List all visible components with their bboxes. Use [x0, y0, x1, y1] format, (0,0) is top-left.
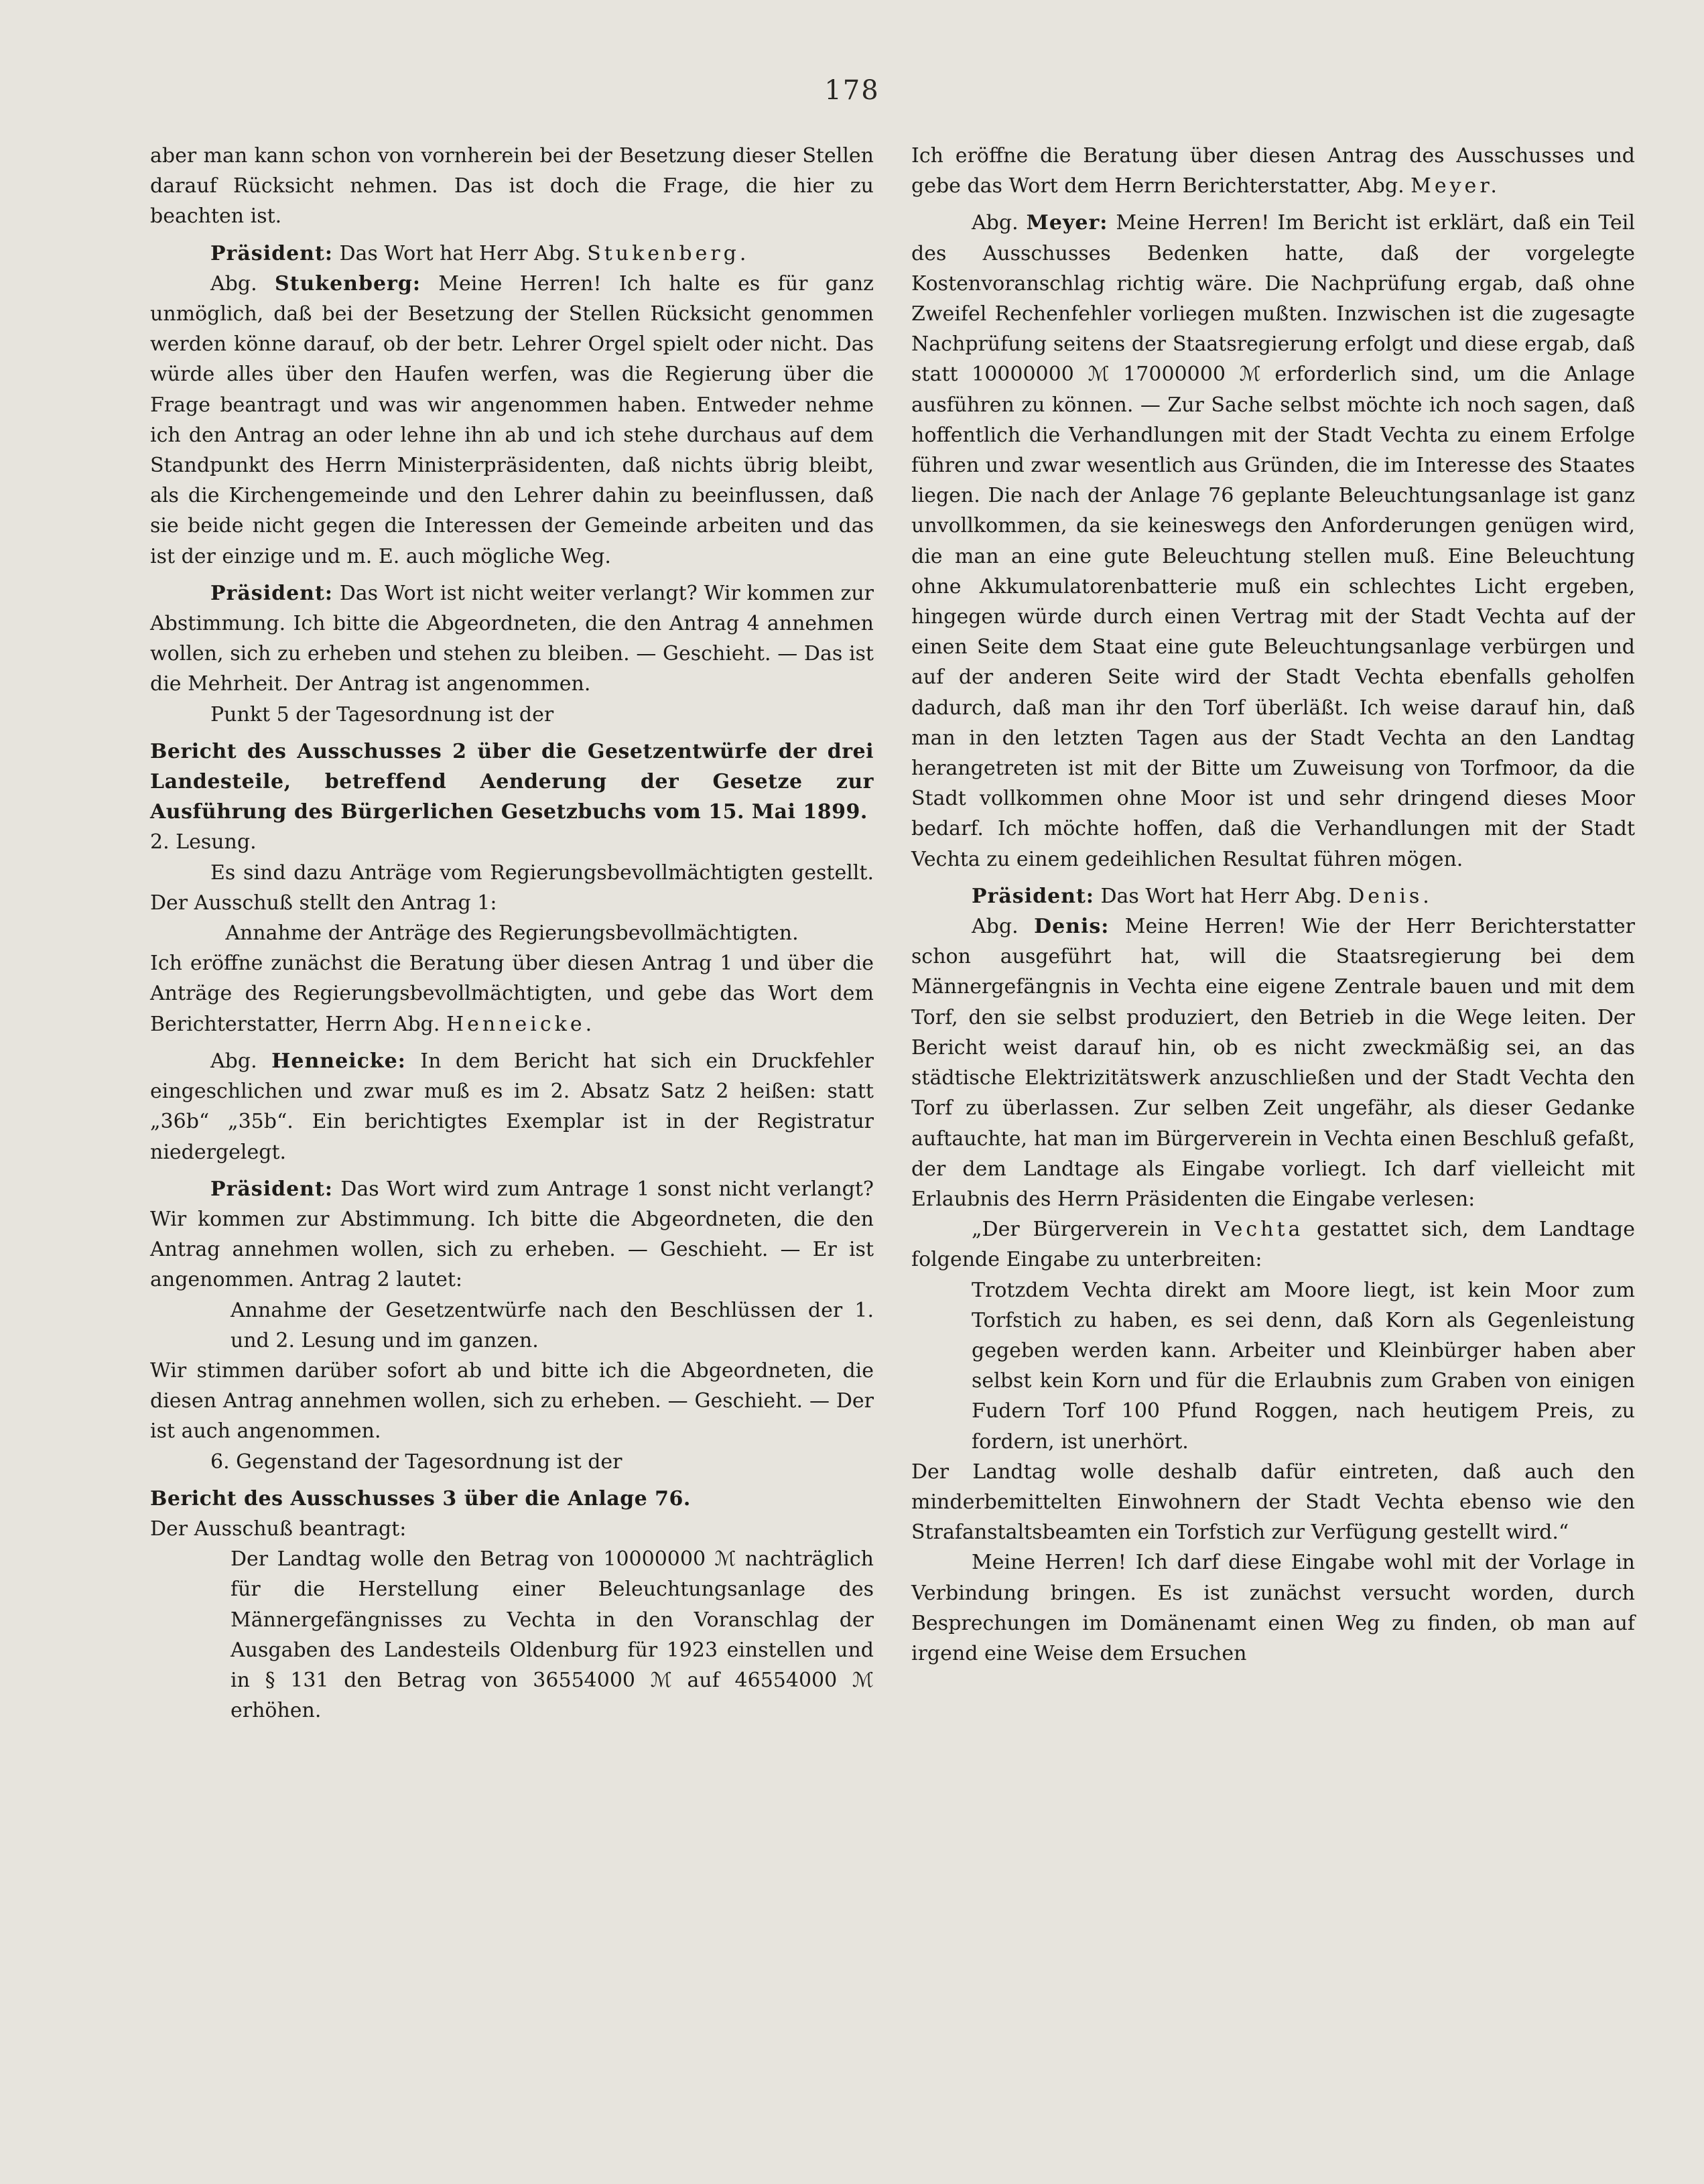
- paragraph: 6. Gegenstand der Tagesordnung ist der: [210, 1450, 622, 1474]
- paragraph: [150, 578, 874, 700]
- paragraph: [150, 1174, 874, 1295]
- speech-text: Das Wort wird zum Antrage 1 sonst nicht verlangt? Wir kommen zur Abstimmung. Ich bitte die Abgeordneten, die den Antrag annehmen wollen, sich zu erheben. — Geschieht. — Er ist angenommen. Antrag 2 lautet:: [150, 1177, 874, 1292]
- petition-text: „Der Bürgerverein in: [972, 1218, 1215, 1242]
- paragraph: [150, 948, 874, 1039]
- paragraph: Meine Herren! Ich darf diese Eingabe wohl mit der Vorlage in Verbindung bringen. Es ist zunächst versucht worden, durch Besprechungen im Domänenamt einen Weg zu finden, ob man auf irgend eine Weise dem Ersuchen: [911, 1551, 1635, 1665]
- paragraph: [150, 269, 874, 572]
- speech-text: In dem Bericht hat sich ein Druckfehler eingeschlichen und zwar muß es im 2. Absatz Satz 2 heißen: statt „36b“ „35b“. Ein berichtigtes Exemplar ist in der Registratur niedergelegt.: [150, 1049, 874, 1164]
- paragraph: [150, 239, 874, 269]
- paragraph: Punkt 5 der Tagesordnung ist der: [210, 702, 554, 726]
- speaker-name: Präsident:: [210, 581, 333, 605]
- left-column: [150, 141, 874, 1726]
- paragraph: [150, 1046, 874, 1167]
- paragraph: 2. Lesung.: [150, 830, 257, 854]
- paragraph: Wir stimmen darüber sofort ab und bitte ich die Abgeordneten, die diesen Antrag annehmen wollen, sich zu erheben. — Geschieht. — Der ist auch angenommen.: [150, 1358, 874, 1443]
- speech-text: Meine Herren! Wie der Herr Berichterstatter schon ausgeführt hat, will die Staatsregierung bei dem Männergefängnis in Vechta eine eigene Zentrale bauen und mit dem Torf, den sie selbst produziert, den Betrieb in die Wege leiten. Der Bericht weist darauf hin, ob es nicht zweckmäßig sei, an das städtische Elektrizitätswerk anzuschließen und der Stadt Vechta den Torf zu überlassen. Zur selben Zeit ungefähr, als dieser Gedanke auftauchte, hat man im Bürgerverein in Vechta einen Beschluß gefaßt, der dem Landtage als Eingabe vorliegt. Ich darf vielleicht mit Erlaubnis des Herrn Präsidenten die Eingabe verlesen:: [911, 915, 1635, 1211]
- report-title: Bericht des Ausschusses 3 über die Anlage 76.: [150, 1486, 691, 1511]
- title-prefix: Abg.: [972, 915, 1035, 939]
- motion-quote: Annahme der Gesetzentwürfe nach den Beschlüssen der 1. und 2. Lesung und im ganzen.: [231, 1298, 874, 1352]
- paragraph: [911, 911, 1635, 1214]
- person-name: Stukenberg.: [587, 241, 750, 265]
- speaker-name: Henneicke:: [271, 1049, 406, 1073]
- title-prefix: Abg.: [972, 211, 1027, 235]
- right-column: [911, 141, 1635, 1726]
- speaker-name: Präsident:: [972, 884, 1094, 908]
- petition-body: Trotzdem Vechta direkt am Moore liegt, ist kein Moor zum Torfstich zu haben, es sei denn, daß Korn als Gegenleistung gegeben werden kann. Arbeiter und Kleinbürger haben aber selbst kein Korn und für die Erlaubnis zum Graben von einigen Fudern Torf 100 Pfund Roggen, nach heutigem Preis, zu fordern, ist unerhört.: [972, 1278, 1635, 1454]
- paragraph-text: Ich eröffne zunächst die Beratung über diesen Antrag 1 und über die Anträge des Regierungsbevollmächtigten, und gebe das Wort dem Berichterstatter, Herrn Abg.: [150, 952, 874, 1036]
- paragraph: [911, 141, 1635, 201]
- motion-quote: Der Landtag wolle den Betrag von 10000000 ℳ nachträglich für die Herstellung einer Beleuchtungsanlage des Männergefängnisses zu Vechta in den Voranschlag der Ausgaben des Landesteils Oldenburg für 1923 einstellen und in § 131 den Betrag von 36554000 ℳ auf 46554000 ℳ erhöhen.: [231, 1547, 874, 1723]
- speaker-name: Präsident:: [210, 241, 333, 265]
- paragraph: Es sind dazu Anträge vom Regierungsbevollmächtigten gestellt. Der Ausschuß stellt den Antrag 1:: [150, 860, 874, 915]
- page-number: 178: [824, 75, 880, 106]
- speech-text: Das Wort hat Herr Abg.: [332, 241, 588, 265]
- report-title: Bericht des Ausschusses 2 über die Gesetzentwürfe der drei Landesteile, betreffend Aenderung der Gesetze zur Ausführung des Bürgerlichen Gesetzbuchs vom 15. Mai 1899.: [150, 739, 874, 824]
- text-columns: [150, 141, 1635, 1726]
- title-prefix: Abg.: [210, 1049, 272, 1073]
- paragraph: [911, 881, 1635, 911]
- motion-quote: Annahme der Anträge des Regierungsbevollmächtigten.: [225, 921, 799, 946]
- petition-text: gestattet sich, dem Landtage folgende Eingabe zu unterbreiten:: [911, 1218, 1635, 1272]
- speaker-name: Stukenberg:: [274, 271, 421, 296]
- speech-text: Meine Herren! Ich halte es für ganz unmöglich, daß bei der Besetzung der Stellen Rücksicht genommen werden könne darauf, ob der betr. Lehrer Orgel spielt oder nicht. Das würde alles über den Haufen werfen, was die Regierung über die Frage beantragt und was wir angenommen haben. Entweder nehme ich den Antrag an oder lehne ihn ab und ich stehe durchaus auf dem Standpunkt des Herrn Ministerpräsidenten, daß nichts übrig bleibt, als die Kirchengemeinde und den Lehrer dahin zu beeinflussen, daß sie beide nicht gegen die Interessen der Gemeinde arbeiten und das ist der einzige und m. E. auch mögliche Weg.: [150, 271, 874, 568]
- speaker-name: Denis:: [1034, 915, 1110, 939]
- person-name: Henneicke.: [446, 1012, 596, 1036]
- person-name: Denis.: [1348, 884, 1433, 908]
- paragraph-text: Ich eröffne die Beratung über diesen Antrag des Ausschusses und gebe das Wort dem Herrn Berichterstatter, Abg.: [911, 144, 1635, 198]
- petition-opening: [911, 1214, 1635, 1275]
- person-name: Meyer.: [1411, 174, 1500, 198]
- petition-request: Der Landtag wolle deshalb dafür eintreten, daß auch den minderbemittelten Einwohnern der Stadt Vechta ebenso wie den Strafanstaltsbeamten ein Torfstich zur Verfügung gestellt wird.“: [911, 1460, 1635, 1545]
- speaker-name: Meyer:: [1026, 211, 1108, 235]
- speaker-name: Präsident:: [210, 1177, 333, 1201]
- speech-text: Meine Herren! Im Bericht ist erklärt, daß ein Teil des Ausschusses Bedenken hatte, daß der vorgelegte Kostenvoranschlag richtig wäre. Die Nachprüfung ergab, daß ohne Zweifel Rechenfehler vorliegen mußten. Inzwischen ist die zugesagte Nachprüfung seitens der Staatsregierung erfolgt und diese ergab, daß statt 10000000 ℳ 17000000 ℳ erforderlich sind, um die Anlage ausführen zu können. — Zur Sache selbst möchte ich noch sagen, daß hoffentlich die Verhandlungen mit der Stadt Vechta zu einem Erfolge führen und zwar wesentlich aus Gründen, die im Interesse des Staates liegen. Die nach der Anlage 76 geplante Beleuchtungsanlage ist ganz unvollkommen, da sie keineswegs den Anforderungen genügen wird, die man an eine gute Beleuchtung stellen muß. Eine Beleuchtung ohne Akkumulatorenbatterie muß ein schlechtes Licht ergeben, hingegen würde durch einen Vertrag mit der Stadt Vechta auf der einen Seite dem Staat eine gute Beleuchtungsanlage verbürgen und auf der anderen Seite wird der Stadt Vechta ebenfalls geholfen dadurch, daß man ihr den Torf überläßt. Ich weise darauf hin, daß man in den letzten Tagen aus der Stadt Vechta an den Landtag herangetreten ist mit der Bitte um Zuweisung von Torfmoor, da die Stadt vollkommen ohne Moor ist und sehr dringend dieses Moor bedarf. Ich möchte hoffen, daß die Verhandlungen mit der Stadt Vechta zu einem gedeihlichen Resultat führen mögen.: [911, 211, 1635, 871]
- paragraph: Der Ausschuß beantragt:: [150, 1517, 407, 1541]
- speech-text: Das Wort hat Herr Abg.: [1094, 884, 1349, 908]
- city-name: Vechta: [1214, 1218, 1304, 1242]
- speech-text: Das Wort ist nicht weiter verlangt? Wir kommen zur Abstimmung. Ich bitte die Abgeordneten, die den Antrag 4 annehmen wollen, sich zu erheben und stehen zu bleiben. — Geschieht. — Das ist die Mehrheit. Der Antrag ist angenommen.: [150, 581, 874, 696]
- paragraph: [911, 208, 1635, 874]
- title-prefix: Abg.: [210, 271, 275, 296]
- paragraph: aber man kann schon von vornherein bei der Besetzung dieser Stellen darauf Rücksicht nehmen. Das ist doch die Frage, die hier zu beachten ist.: [150, 144, 874, 229]
